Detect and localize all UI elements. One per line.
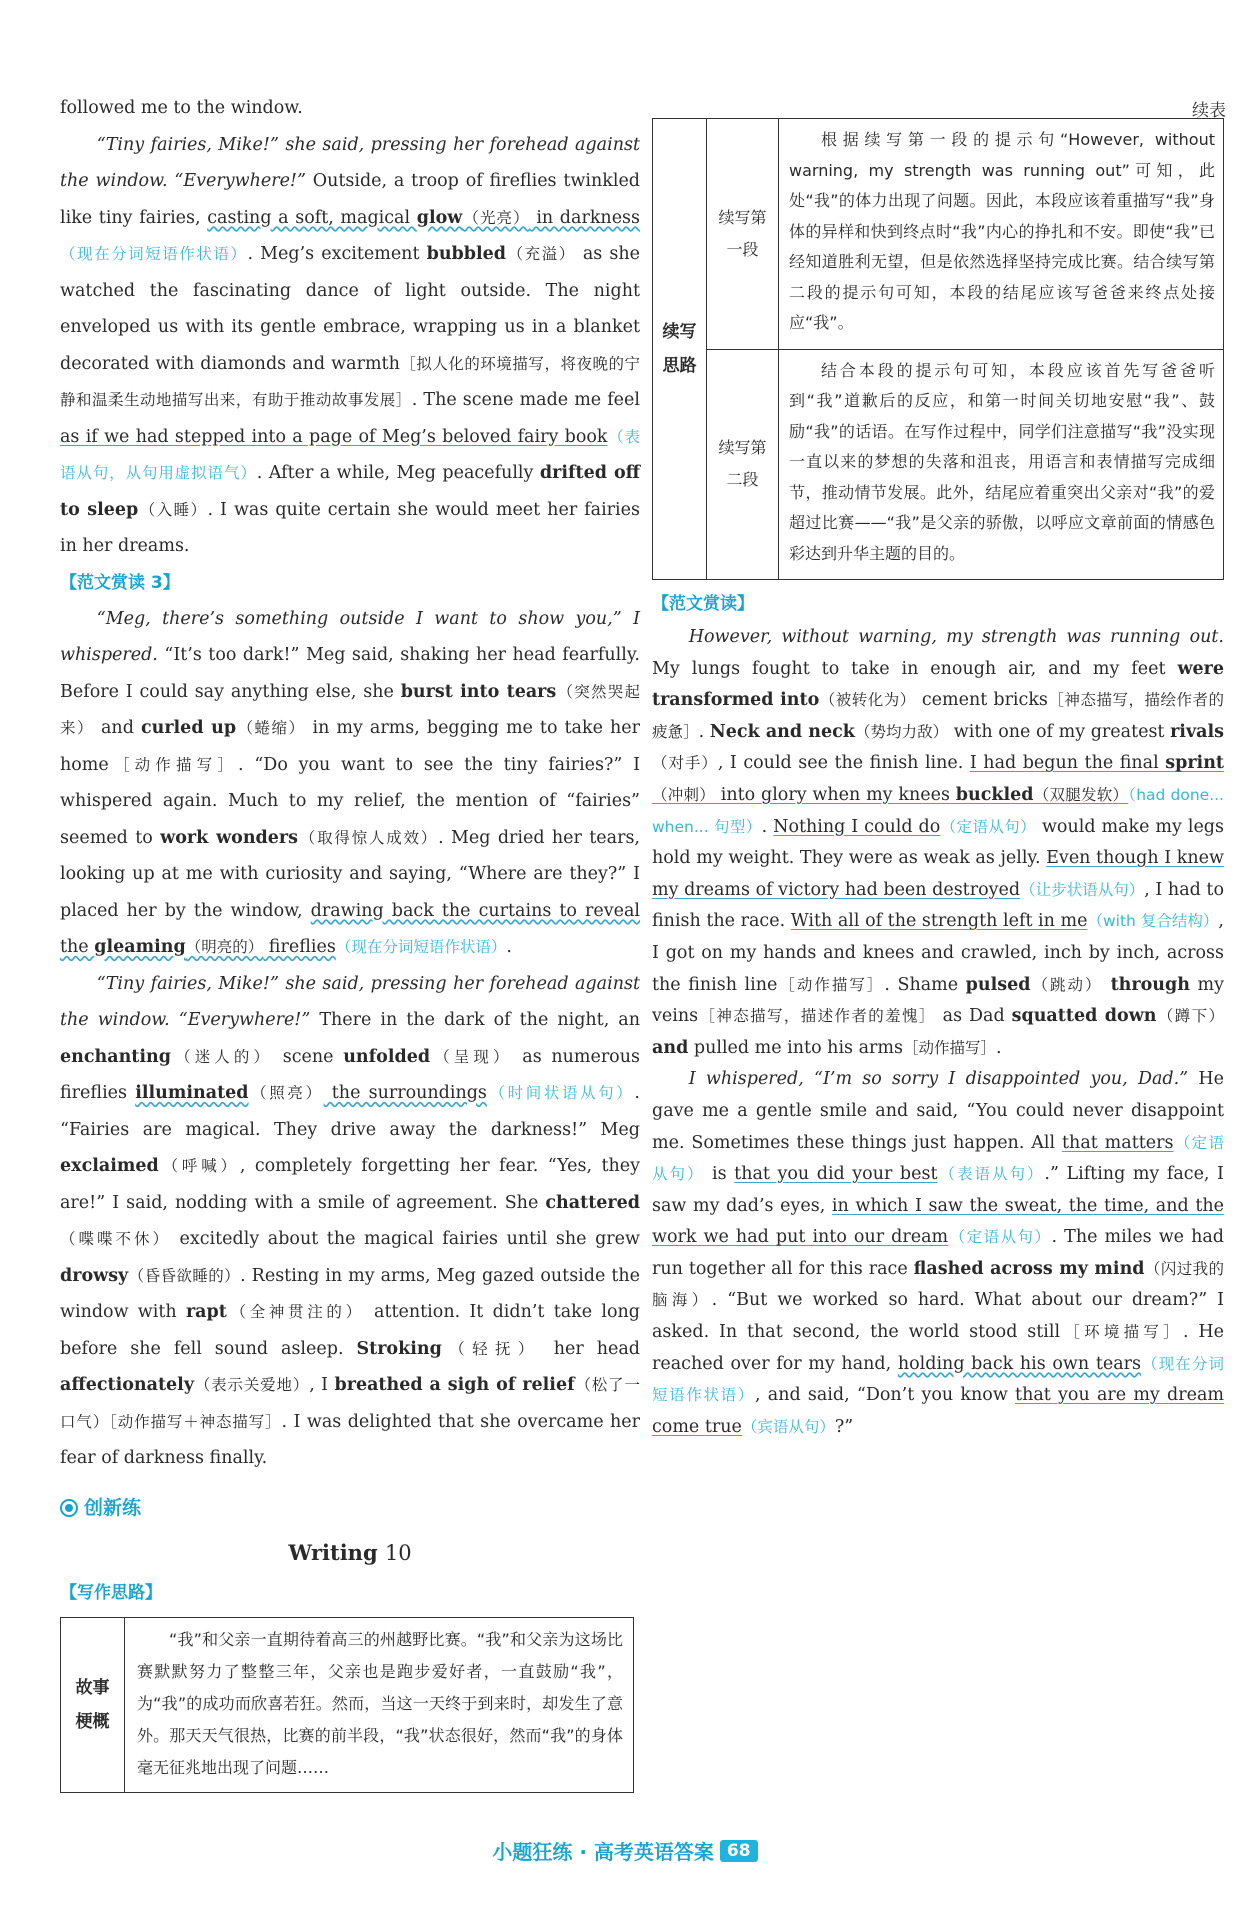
sentence-text: .: [698, 721, 710, 742]
innovation-heading: [60, 1489, 640, 1527]
grammar-note: （had done... when... 句型）: [652, 785, 1224, 836]
vocab-gloss: （双腿发软）: [1033, 785, 1129, 804]
sentence-text: my veins: [652, 974, 1224, 1027]
story-text: “我”和父亲一直期待着高三的州越野比赛。“我”和父亲为这场比赛默默努力了整整三年，父亲也是跑步爱好者，一直鼓励“我”，为“我”的成功而欣喜若狂。然而，当这一天终于到来时，却发生了意外。那天天气很热，比赛的前半段，“我”状态很好，然而“我”的身体毫无征兆地出现了问题……: [137, 1629, 623, 1777]
vocab-gloss: （松了一口气）: [60, 1376, 640, 1431]
sentence-text: in my arms, begging me to take her home: [60, 718, 640, 775]
grammar-note: （现在分词短语作状语）: [652, 1354, 1225, 1405]
vocab-squatted-down: squatted down: [1011, 1006, 1157, 1027]
footer-inner: [492, 1836, 757, 1865]
model-essay-heading: 【范文赏读】: [652, 594, 754, 614]
row2-label-text: 续写第二段: [718, 438, 767, 490]
sentence-text: . The scene made me feel: [411, 390, 640, 410]
prompt-sentence: However, without warning, my strength was running out.: [688, 627, 1224, 647]
row1-text: 根据续写第一段的提示句“However, without warning, my strength was running out”可知，此处“我”的体力出现了问题。因此，本段应该着重描写“我”身体的异样和快到终点时“我”内心的挣扎和不安。即使“我”已经知道胜利无望，但是依然选择坚持完成比赛。结合续写第二段的提示句可知，本段的结尾应该写爸爸来终点处接应“我”。: [789, 130, 1215, 332]
underlined-clause: that you are my dream come true: [652, 1385, 1224, 1437]
sentence-text: My lungs fought to take in enough air, and my feet: [652, 658, 1178, 679]
vocab-gloss: （昏昏欲睡的）: [128, 1266, 241, 1285]
vocab-gloss: （表示关爱地）: [194, 1376, 310, 1394]
sentence-text: Outside, a troop of fireflies twinkled like tiny fairies,: [60, 171, 641, 228]
vocab-breathed-a-sigh: breathed a sigh of relief: [334, 1375, 575, 1395]
outer-label: [653, 119, 707, 579]
sentence-text: and: [93, 718, 141, 738]
vocab-gloss: （突然哭起来）: [60, 682, 640, 737]
analysis-note: ［环境描写］: [1060, 1323, 1183, 1342]
quote-text: “Meg, there’s something outside I want to show you,”: [96, 608, 622, 629]
quote-tail: she said, pressing her forehead against: [278, 134, 640, 155]
sentence-text: as numerous fireflies: [60, 1046, 640, 1103]
sentence-text: There in the dark of the night, an: [310, 1010, 640, 1030]
vocab-illuminated: illuminated: [135, 1083, 249, 1103]
underlined-clause: as if we had stepped into a page of Meg’s beloved fairy book: [60, 426, 608, 447]
underlined-phrase: the surroundings: [323, 1083, 487, 1103]
vocab-bubbled: bubbled: [426, 244, 507, 264]
vocab-sprint: sprint: [1165, 753, 1224, 774]
vocab-gloss: （全神贯注的）: [226, 1303, 365, 1321]
phrase-text: drawing back the curtains to reveal the: [60, 900, 640, 957]
vocab-gloss: （被转化为）: [819, 691, 916, 710]
series-title: 小题狂练 · 高考英语答案: [492, 1840, 714, 1864]
sentence-text: . The miles we had run together all for this race: [652, 1227, 1224, 1279]
story-label-text: 故事梗概: [75, 1677, 110, 1732]
model-paragraph-2: [60, 601, 640, 966]
sentence-text: as Dad: [935, 1006, 1012, 1027]
underlined-clause: Even though I knew my dreams of victory had been destroyed: [652, 848, 1224, 900]
vocab-affectionately: affectionately: [60, 1375, 194, 1395]
underlined-phrase: [207, 208, 640, 228]
sentence-text: . Shame: [884, 974, 966, 995]
clause-tail: into glory when my knees: [714, 784, 956, 805]
sentence-text: “It’s too dark!” Meg said, shaking her head fearfully. Before I could say anything else, she: [60, 645, 640, 702]
story-label: [61, 1618, 125, 1792]
writing-word: Writing: [288, 1539, 378, 1565]
sentence-text: .: [761, 816, 774, 837]
grammar-note: （宾语从句）: [741, 1417, 835, 1436]
analysis-note: ［动作描写］: [902, 1038, 996, 1057]
vocab-enchanting: enchanting: [60, 1046, 171, 1067]
vocab-transformed: were transformed into: [652, 658, 1224, 711]
row1-label: [707, 119, 779, 349]
vocab-exclaimed: exclaimed: [60, 1156, 159, 1176]
sentence-text: .: [995, 1037, 1002, 1058]
sentence-text: . I was quite certain she would meet her fairies in her dreams.: [60, 499, 640, 556]
section-heading-3: 【范文赏读 3】: [60, 572, 180, 593]
vocab-chattered: chattered: [545, 1192, 640, 1213]
sentence-text: , I could see the finish line.: [717, 753, 970, 774]
vocab-gloss: （喋喋不休）: [60, 1230, 171, 1248]
sentence-text: .” Lifting my face, I saw my dad’s eyes,: [652, 1164, 1224, 1216]
sentence-text: as she watched the fascinating dance of light outside. The night enveloped us with its gentle embrace, wrapping us in a blanket decorated with diamonds and warmth: [60, 244, 640, 374]
vocab-gloss: （入睡）: [138, 500, 208, 519]
vocab-drowsy: drowsy: [60, 1265, 129, 1286]
vocab-gloss: （充溢）: [506, 245, 576, 263]
grammar-note: （定语从句）: [940, 817, 1036, 836]
analysis-note: ［动作描写］: [777, 975, 885, 994]
vocab-rapt: rapt: [185, 1302, 227, 1322]
writing-thinking-table: [652, 118, 1224, 580]
right-paragraph-2: [652, 1064, 1224, 1443]
sentence-text: . After a while, Meg peacefully: [256, 463, 540, 483]
grammar-note: （定语从句）: [652, 1133, 1224, 1184]
row2-text: 结合本段的提示句可知，本段应该首先写爸爸听到“我”道歉后的反应，和第一时间关切地安慰“我”、鼓励“我”的话语。在写作过程中，同学们注意描写“我”没实现一直以来的梦想的失落和沮丧，用语言和表情描写完成细节，推动情节发展。此外，结尾应着重突出父亲对“我”的爱超过比赛——“我”是父亲的骄傲，以呼应文章前面的情感色彩达到升华主题的目的。: [789, 360, 1215, 563]
sentence-text: , I got on my hands and knees and crawled, inch by inch, across the finish line: [652, 911, 1224, 995]
model-paragraph-3: [60, 966, 640, 1477]
outer-label-text: 续写思路: [662, 322, 697, 376]
vocab-gloss: （光亮）: [462, 208, 530, 227]
vocab-gloss: （跳动）: [1030, 975, 1103, 994]
right-paragraph-1: [652, 622, 1224, 1064]
sentence-text: cement bricks: [915, 690, 1048, 711]
vocab-flashed-across: flashed across my mind: [913, 1258, 1145, 1279]
innovation-icon: [60, 1499, 78, 1517]
sentence-text: attention. It didn’t take long before she fell sound asleep.: [60, 1302, 640, 1359]
conjunction-and: and: [652, 1037, 689, 1058]
vocab-gloss: （对手）: [652, 754, 718, 773]
grammar-note: （让步状语从句）: [1020, 880, 1145, 899]
vocab-gloss: （呼喊）: [158, 1157, 240, 1175]
thinking-heading: 【写作思路】: [60, 1582, 162, 1603]
sentence-text: He gave me a gentle smile and said, “You could never disappoint me. Sometimes these things just happen. All: [652, 1069, 1224, 1153]
intro-text: followed me to the window.: [60, 98, 303, 118]
sentence-text: , completely forgetting her fear. “Yes, they are!” I said, nodding with a smile of agreement. She: [60, 1156, 640, 1213]
grammar-note: （表语从句，从句用虚拟语气）: [60, 427, 640, 482]
thinking-rows: [707, 119, 1223, 579]
phrase-tail: fireflies: [263, 937, 336, 957]
grammar-note: （表语从句）: [937, 1165, 1045, 1184]
quote-text: “Tiny fairies, Mike!”: [96, 973, 279, 994]
vocab-gloss: （势均力敌）: [854, 722, 949, 741]
thinking-row-2: [707, 349, 1223, 580]
vocab-drifted-off: drifted off to sleep: [60, 463, 640, 520]
continued-label: 续表: [1192, 101, 1226, 121]
sentence-text: excitedly about the magical fairies until she grew: [170, 1229, 640, 1249]
vocab-burst-into-tears: burst into tears: [400, 681, 557, 702]
writing-number: 10: [384, 1540, 412, 1565]
vocab-gloss: （蜷缩）: [236, 719, 306, 737]
sentence-text: with one of my greatest: [948, 721, 1171, 742]
sentence-text: . Resting in my arms, Meg gazed outside the window with: [60, 1265, 640, 1322]
vocab-buckled: buckled: [955, 784, 1034, 805]
quote-text-2: the window. “Everywhere!”: [60, 171, 306, 191]
left-column: [60, 90, 640, 1793]
sentence-text: . I was delighted that she overcame her fear of darkness finally.: [60, 1411, 640, 1468]
sentence-text: scene: [273, 1046, 344, 1067]
analysis-note: ［拟人化的环境描写，将夜晚的宁静和温柔生动地描写出来，有助于推动故事发展］: [60, 354, 640, 409]
vocab-gloss: （明亮的）: [185, 938, 264, 956]
vocab-unfolded: unfolded: [343, 1046, 431, 1067]
sentence-text: . “Do you want to see the tiny fairies?” I whispered again. Much to my relief, the mention of “fairies” seemed to: [60, 754, 640, 848]
sentence-text: . “But we worked so hard. What about our dream?” I asked. In that second, the world stood still: [652, 1290, 1224, 1343]
vocab-gloss: （取得惊人成效）: [298, 828, 439, 847]
vocab-work-wonders: work wonders: [160, 827, 298, 848]
quote-tail: I whispered.: [60, 608, 640, 665]
underlined-clause: that matters: [1062, 1132, 1174, 1153]
phrase-tail: in darkness: [529, 207, 641, 228]
vocab-gleaming: gleaming: [94, 937, 186, 957]
analysis-note: ［动作描写］: [108, 755, 239, 774]
vocab-through: through: [1102, 974, 1190, 995]
grammar-note: （定语从句）: [948, 1228, 1052, 1247]
page-footer: [0, 1836, 1250, 1865]
vocab-stroking: Stroking: [356, 1338, 442, 1359]
vocab-pulsed: pulsed: [965, 974, 1031, 995]
quote-text-2: she said, pressing her forehead against the window. “Everywhere!”: [60, 973, 640, 1030]
row2-label: [707, 350, 779, 580]
sentence-text: , I: [309, 1375, 335, 1395]
sentence-text: , and said, “Don’t you know: [754, 1385, 1016, 1406]
vocab-gloss: （蹲下）: [1156, 1007, 1224, 1026]
prompt-sentence: I whispered, “I’m so sorry I disappointed you, Dad.”: [688, 1069, 1189, 1090]
underlined-phrase: holding back his own tears: [897, 1353, 1142, 1374]
intro-line: [60, 90, 640, 127]
innovation-label: 创新练: [84, 1496, 142, 1519]
grammar-note: （现在分词短语作状语）: [60, 245, 248, 263]
sentence-text: .: [506, 937, 512, 957]
grammar-note: （时间状语从句）: [486, 1084, 635, 1102]
vocab-gloss: （轻抚）: [441, 1339, 541, 1358]
vocab-gloss: （迷人的）: [171, 1047, 274, 1066]
model-paragraph-1: [60, 127, 640, 565]
vocab-glow: glow: [416, 207, 463, 228]
right-column: [652, 90, 1224, 1443]
sentence-text: . Meg dried her tears, looking up at me with curiosity and saying, “Where are they?” I placed her by the window,: [60, 827, 640, 921]
underlined-clause: Nothing I could do: [773, 816, 941, 837]
vocab-gloss: （闪过我的脑海）: [652, 1259, 1225, 1310]
underlined-clause: that you did your best: [734, 1164, 938, 1185]
thinking-row-1: [707, 119, 1223, 349]
sentence-text: ?”: [834, 1416, 854, 1437]
sentence-text: is: [704, 1164, 735, 1185]
sentence-text: . “Fairies are magical. They drive away the darkness!” Meg: [60, 1083, 640, 1140]
vocab-gloss: （照亮）: [248, 1084, 324, 1102]
analysis-note: ［神态描写，描述作者的羞愧］: [698, 1007, 936, 1026]
vocab-gloss: （呈现）: [430, 1047, 513, 1066]
analysis-note: ［神态描写，描绘作者的疲惫］: [652, 691, 1224, 741]
sentence-text: her head: [540, 1338, 640, 1359]
analysis-note: ［动作描写＋神态描写］: [109, 1412, 282, 1431]
clause-text: I had begun the final: [969, 753, 1166, 774]
grammar-note: （现在分词短语作状语）: [335, 938, 507, 956]
underlined-clause: With all of the strength left in me: [790, 911, 1088, 932]
sentence-text: . He reached over for my hand,: [652, 1322, 1224, 1374]
vocab-neck-and-neck: Neck and neck: [709, 721, 855, 742]
page-number: 68: [720, 1840, 758, 1862]
underlined-clause: in which I saw the sweat, the time, and the work we had put into our dream: [652, 1195, 1224, 1248]
story-summary-table: [60, 1617, 634, 1793]
quote-text: “Tiny fairies, Mike!”: [96, 134, 279, 155]
vocab-gloss: （冲刺）: [652, 785, 715, 804]
vocab-rivals: rivals: [1170, 721, 1224, 742]
sentence-text: pulled me into his arms: [688, 1037, 903, 1058]
writing-title: [60, 1531, 640, 1575]
sentence-text: , I had to finish the race.: [652, 879, 1224, 932]
sentence-text: would make my legs hold my weight. They were as weak as jelly.: [652, 816, 1224, 869]
row1-label-text: 续写第一段: [718, 207, 767, 259]
vocab-curled-up: curled up: [140, 718, 237, 738]
grammar-note: （with 复合结构）: [1087, 912, 1219, 931]
sentence-text: . Meg’s excitement: [247, 244, 427, 264]
phrase-text: casting a soft, magical: [207, 207, 417, 228]
